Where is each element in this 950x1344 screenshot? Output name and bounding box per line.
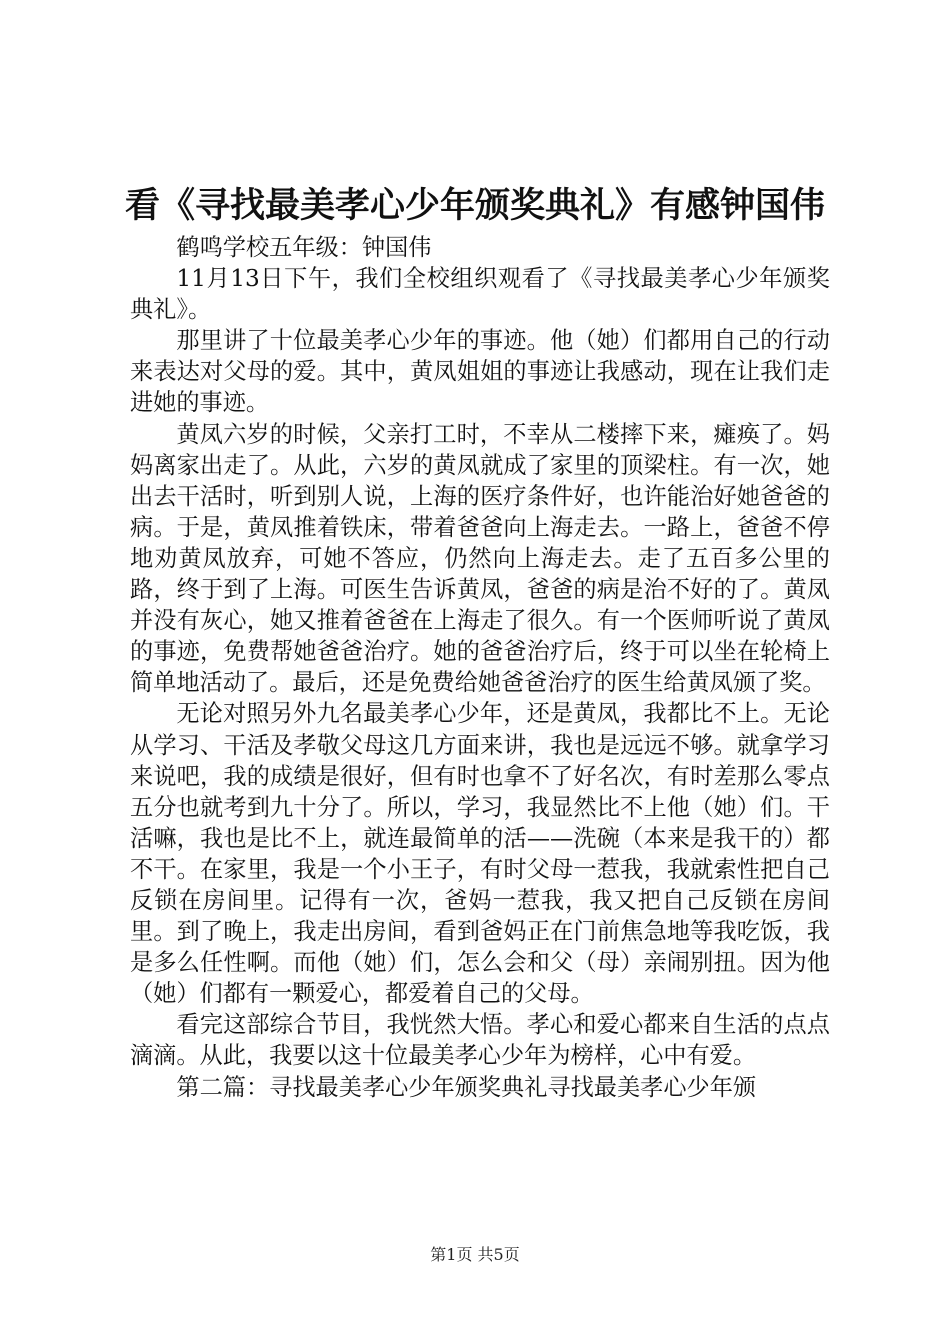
- paragraph-5: 看完这部综合节目，我恍然大悟。孝心和爱心都来自生活的点点滴滴。从此，我要以这十位最美孝心少年为榜样，心中有爱。: [130, 1011, 830, 1070]
- paragraph-1: 11月13日下午，我们全校组织观看了《寻找最美孝心少年颁奖典礼》。: [130, 265, 830, 324]
- paragraph-2: 那里讲了十位最美孝心少年的事迹。他（她）们都用自己的行动来表达对父母的爱。其中，黄凤姐姐的事迹让我感动，现在让我们走进她的事迹。: [130, 327, 830, 417]
- paragraph-6: 第二篇：寻找最美孝心少年颁奖典礼寻找最美孝心少年颁: [176, 1073, 757, 1101]
- page-footer: 第1页 共5页: [430, 1245, 520, 1264]
- paragraph-4: 无论对照另外九名最美孝心少年，还是黄凤，我都比不上。无论从学习、干活及孝敬父母这几方面来讲，我也是远远不够。就拿学习来说吧，我的成绩是很好，但有时也拿不了好名次，有时差那么零点五分也就考到九十分了。所以，学习，我显然比不上他（她）们。干活嘛，我也是比不上，就连最简单的活——洗碗（本来是我干的）都不干。在家里，我是一个小王子，有时父母一惹我，我就索性把自己反锁在房间里。记得有一次，爸妈一惹我，我又把自己反锁在房间里。到了晚上，我走出房间，看到爸妈正在门前焦急地等我吃饭，我是多么任性啊。而他（她）们，怎么会和父（母）亲闹别扭。因为他（她）们都有一颗爱心，都爱着自己的父母。: [130, 700, 830, 1008]
- document-title: 看《寻找最美孝心少年颁奖典礼》有感钟国伟: [124, 186, 825, 226]
- author-line: 鹤鸣学校五年级：钟国伟: [176, 234, 432, 261]
- document-body: [130, 232, 830, 1103]
- paragraph-3: 黄凤六岁的时候，父亲打工时，不幸从二楼摔下来，瘫痪了。妈妈离家出走了。从此，六岁的黄凤就成了家里的顶梁柱。有一次，她出去干活时，听到别人说，上海的医疗条件好，也许能治好她爸爸的病。于是，黄凤推着铁床，带着爸爸向上海走去。一路上，爸爸不停地劝黄凤放弃，可她不答应，仍然向上海走去。走了五百多公里的路，终于到了上海。可医生告诉黄凤，爸爸的病是治不好的了。黄凤并没有灰心，她又推着爸爸在上海走了很久。有一个医师听说了黄凤的事迹，免费帮她爸爸治疗。她的爸爸治疗后，终于可以坐在轮椅上简单地活动了。最后，还是免费给她爸爸治疗的医生给黄凤颁了奖。: [130, 420, 830, 697]
